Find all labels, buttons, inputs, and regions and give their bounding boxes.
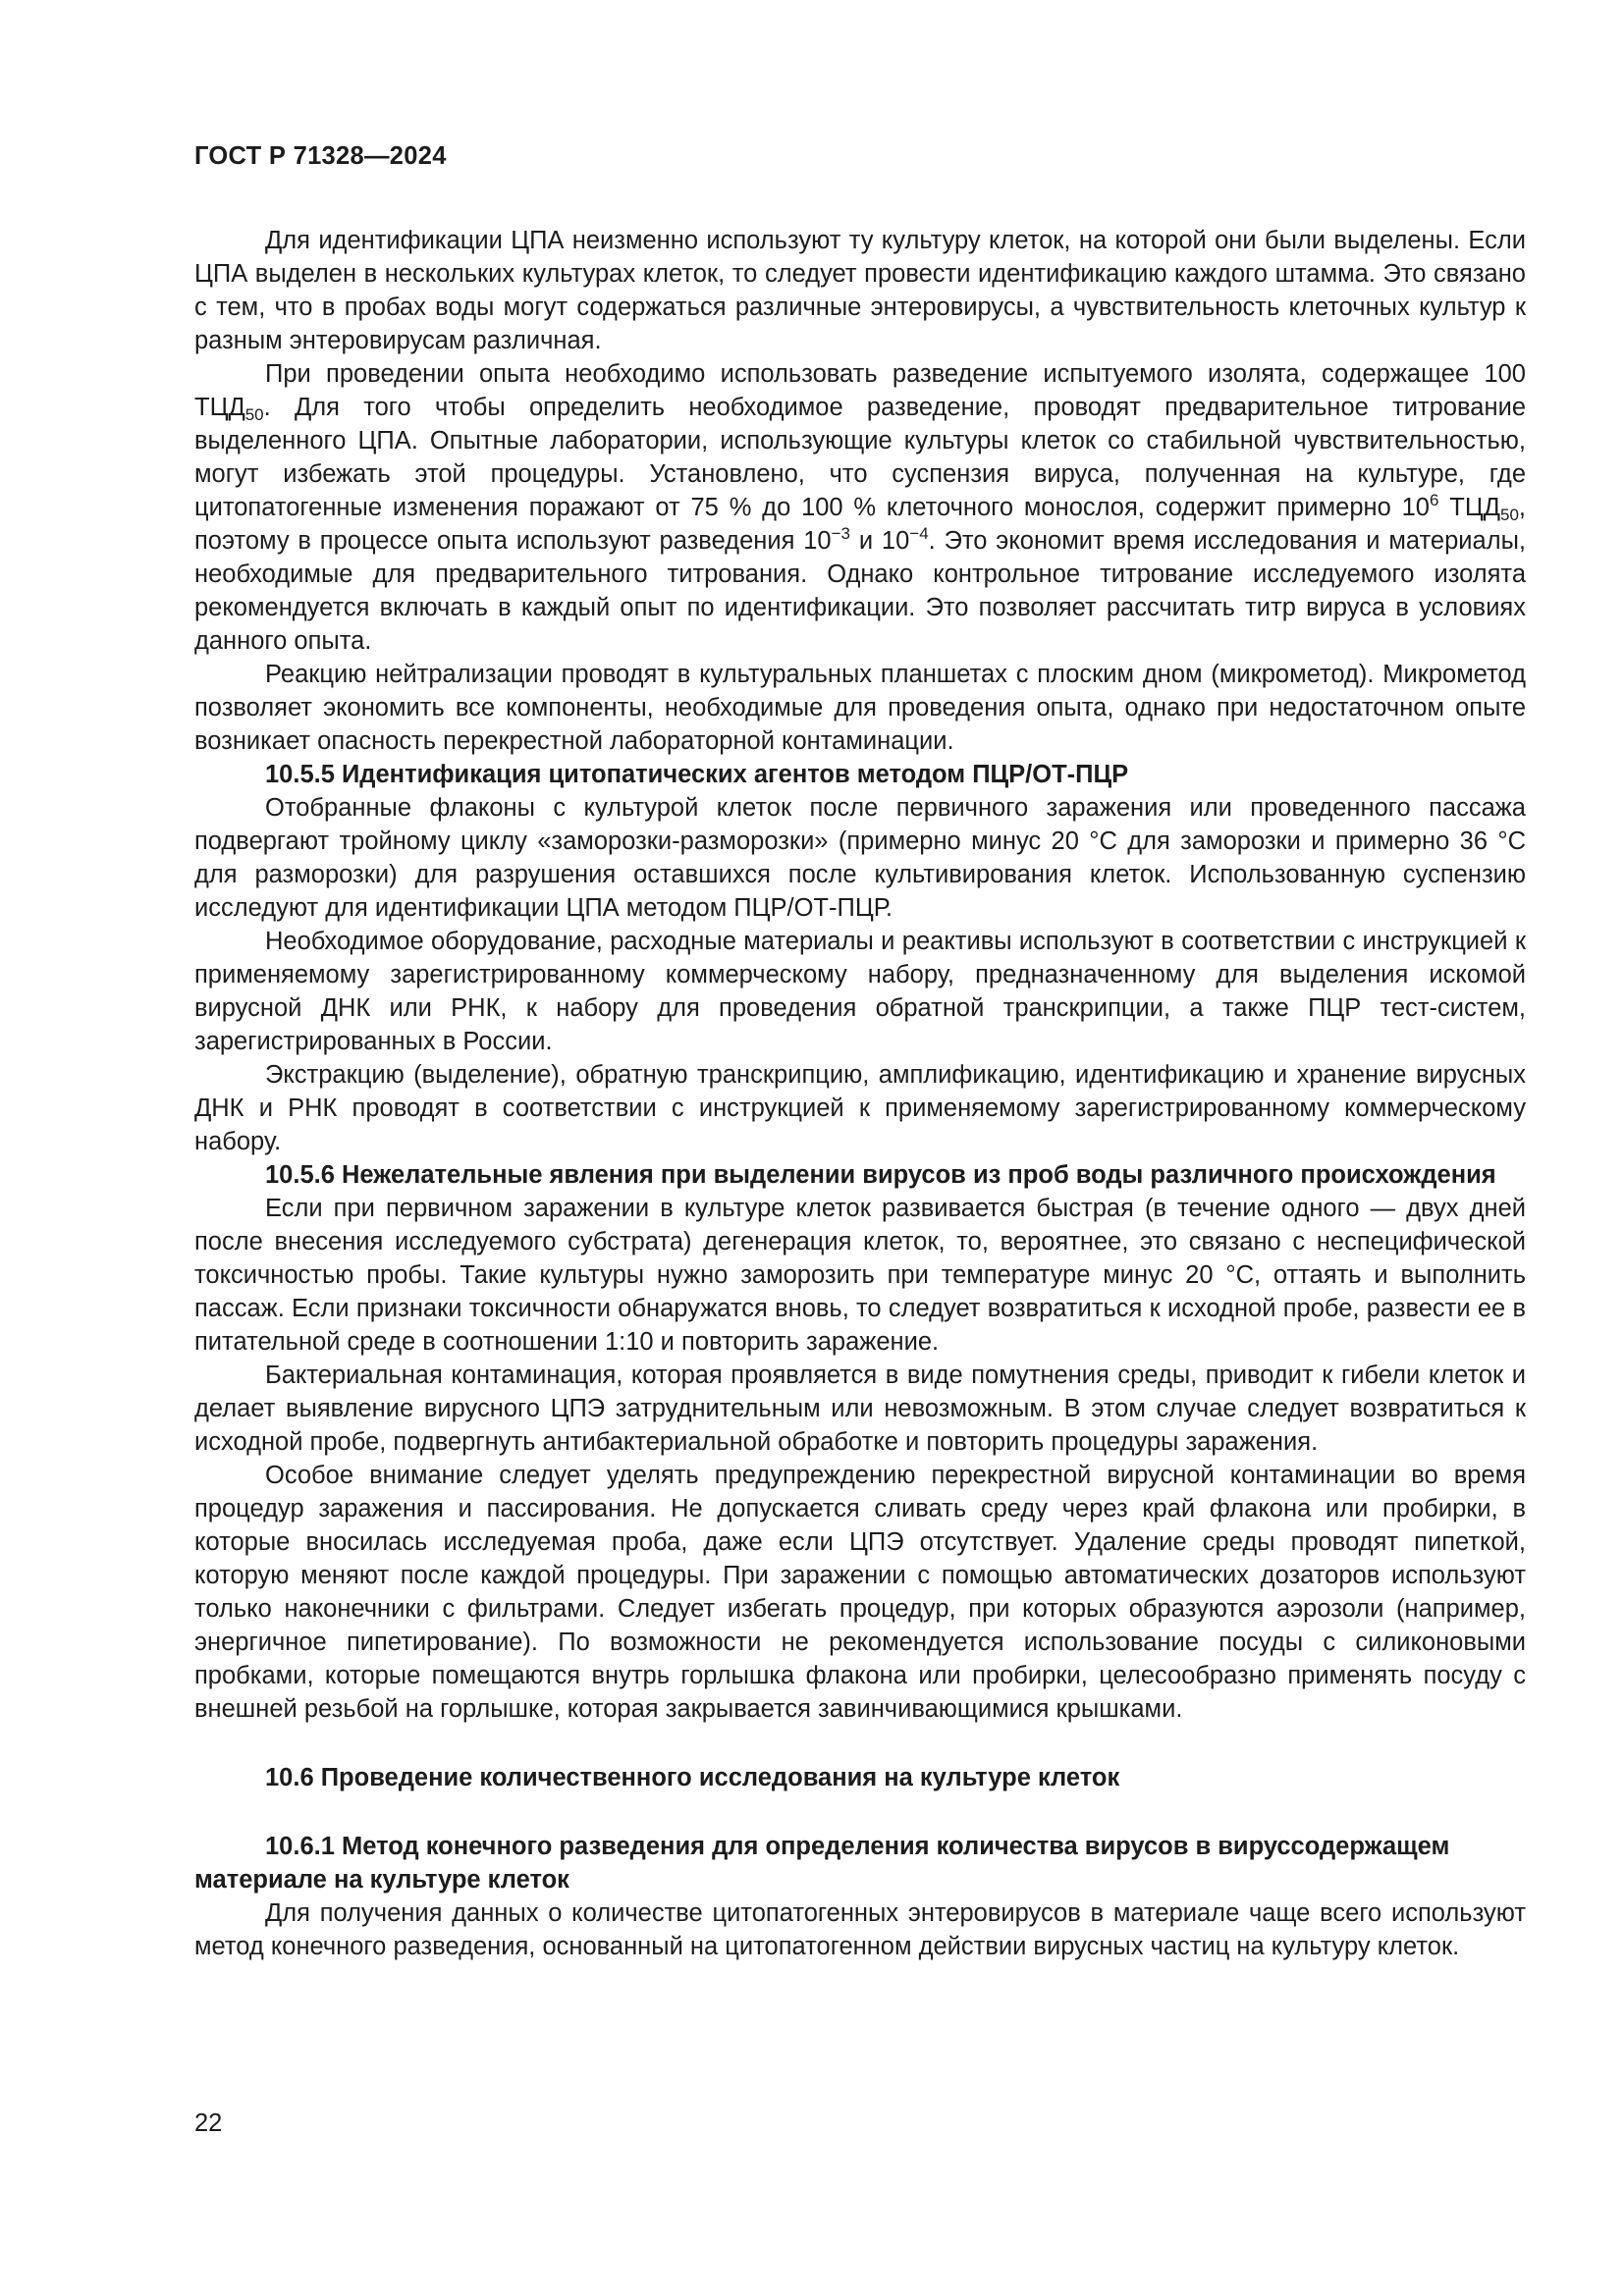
text-segment: . Для того чтобы определить необходимое разведение, проводят предварительное титрование выделенного ЦПА. Опытные лаборатории, использующие культуры клеток со стабильной чувствительностью, могут избежать этой процедуры. Установлено, что суспензия вируса, полученная на культуре, где цитопатогенные изменения поражают от 75 % до 100 % клеточного монослоя, содержит примерно 10 <box>194 394 1526 521</box>
document-code: ГОСТ Р 71328—2024 <box>194 142 447 170</box>
text-segment: При проведении опыта необходимо использовать разведение испытуемого изолята, содержащее 100 ТЦД <box>194 360 1526 421</box>
section-heading-10-5-6: 10.5.6 Нежелательные явления при выделении вирусов из проб воды различного происхождения <box>265 1161 1496 1189</box>
paragraph-cross-contamination: Особое внимание следует уделять предупреждению перекрестной вирусной контаминации во время процедур заражения и пассирования. Не допускается сливать среду через край флакона или пробирки, в которые вносилась исследуемая проба, даже если ЦПЭ отсутствует. Удаление среды проводят пипеткой, которую меняют после каждой процедуры. При заражении с помощью автоматических дозаторов используют только наконечники с фильтрами. Следует избегать процедур, при которых образуются аэрозоли (например, энергичное пипетирование). По возможности не рекомендуется использование посуды с силиконовыми пробками, которые помещаются внутрь горлышка флакона или пробирки, целесообразно применять посуду с внешней резьбой на горлышке, которая закрывается завинчивающимися крышками. <box>194 1462 1526 1723</box>
text-segment: ТЦД <box>1438 494 1500 521</box>
subscript: 50 <box>244 405 264 424</box>
section-heading-10-5-5: 10.5.5 Идентификация цитопатических агентов методом ПЦР/ОТ-ПЦР <box>265 761 1129 788</box>
text-segment: и 10 <box>849 527 910 555</box>
text-segment: , поэтому в процессе опыта используют разведения 10 <box>194 494 1527 555</box>
superscript: 6 <box>1429 491 1439 509</box>
paragraph-cpa-identification: Для идентификации ЦПА неизменно используют ту культуру клеток, на которой они были выделены. Если ЦПА выделен в нескольких культурах клеток, то следует провести идентификацию каждого штамма. Это связано с тем, что в пробах воды могут содержаться различные энтеровирусы, а чувствительность клеточных культур к разным энтеровирусам различная. <box>194 227 1526 354</box>
paragraph-neutralization: Реакцию нейтрализации проводят в культуральных планшетах с плоским дном (микрометод). Микрометод позволяет экономить все компоненты, необходимые для проведения опыта, однако при недостаточном опыте возникает опасность перекрестной лабораторной контаминации. <box>194 661 1526 755</box>
paragraph-toxicity: Если при первичном заражении в культуре клеток развивается быстрая (в течение одного — двух дней после внесения исследуемого субстрата) дегенерация клеток, то, вероятнее, это связано с неспецифической токсичностью пробы. Такие культуры нужно заморозить при температуре минус 20 °С, оттаять и выполнить пассаж. Если признаки токсичности обнаружатся вновь, то следует возвратиться к исходной пробе, развести ее в питательной среде в соотношении 1:10 и повторить заражение. <box>194 1195 1526 1356</box>
superscript: −3 <box>831 524 850 543</box>
paragraph-endpoint-dilution: Для получения данных о количестве цитопатогенных энтеровирусов в материале чаще всего используют метод конечного разведения, основанный на цитопатогенном действии вирусных частиц на культуру клеток. <box>194 1899 1526 1960</box>
text-segment: . Это экономит время исследования и материалы, необходимые для предварительного титрования. Однако контрольное титрование исследуемого изолята рекомендуется включать в каждый опыт по идентификации. Это позволяет рассчитать титр вируса в условиях данного опыта. <box>194 527 1527 655</box>
section-heading-10-6: 10.6 Проведение количественного исследования на культуре клеток <box>265 1764 1120 1791</box>
document-page <box>194 139 1526 1963</box>
subscript: 50 <box>1500 506 1519 524</box>
paragraph-extraction: Экстракцию (выделение), обратную транскрипцию, амплификацию, идентификацию и хранение вирусных ДНК и РНК проводят в соответствии с инструкцией к применяемому зарегистрированному коммерческому набору. <box>194 1061 1526 1155</box>
section-heading-10-6-1: 10.6.1 Метод конечного разведения для определения количества вирусов в вируссодержащем материале на культуре клеток <box>194 1833 1450 1894</box>
paragraph-freeze-thaw: Отобранные флаконы с культурой клеток после первичного заражения или проведенного пассажа подвергают тройному циклу «заморозки-разморозки» (примерно минус 20 °С для заморозки и примерно 36 °С для разморозки) для разрушения оставшихся после культивирования клеток. Использованную суспензию исследуют для идентификации ЦПА методом ПЦР/ОТ-ПЦР. <box>194 794 1526 922</box>
paragraph-isolate-dilution <box>194 357 1526 658</box>
paragraph-bacterial-contamination: Бактериальная контаминация, которая проявляется в виде помутнения среды, приводит к гибели клеток и делает выявление вирусного ЦПЭ затруднительным или невозможным. В этом случае следует возвратиться к исходной пробе, подвергнуть антибактериальной обработке и повторить процедуры заражения. <box>194 1362 1526 1456</box>
page-number: 22 <box>194 2109 223 2137</box>
paragraph-equipment: Необходимое оборудование, расходные материалы и реактивы используют в соответствии с инструкцией к применяемому зарегистрированному коммерческому набору, предназначенному для выделения искомой вирусной ДНК или РНК, к набору для проведения обратной транскрипции, а также ПЦР тест-систем, зарегистрированных в России. <box>194 928 1526 1055</box>
superscript: −4 <box>909 524 929 543</box>
